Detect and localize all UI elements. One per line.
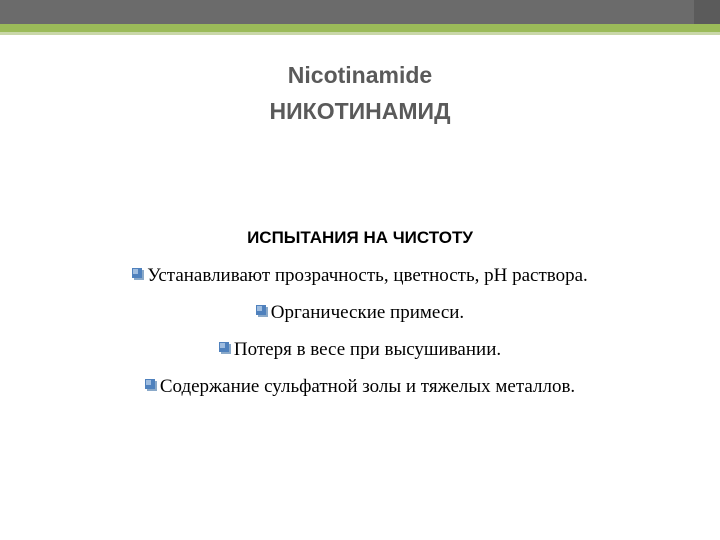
content-body [40,226,680,412]
list-item-text: Потеря в весе при высушивании. [233,339,502,360]
list-item [40,301,680,325]
title-russian: НИКОТИНАМИД [269,98,451,124]
list-item [40,375,680,399]
square-bullet-icon [145,379,157,391]
square-bullet-icon [132,268,144,280]
title-english: Nicotinamide [287,62,433,88]
list-item-text: Органические примеси. [270,302,465,323]
square-bullet-icon [256,305,268,317]
top-bar-accent [694,0,720,24]
list-item-text: Устанавливают прозрачность, цветность, рН раствора. [147,265,588,286]
section-heading: ИСПЫТАНИЯ НА ЧИСТОТУ [247,228,473,247]
list-item-text: Содержание сульфатной золы и тяжелых металлов. [159,376,576,397]
list-item [40,338,680,362]
top-bar [0,0,720,24]
accent-bar [0,24,720,32]
title-block [0,60,720,126]
list-item [40,264,680,288]
accent-bar-shadow [0,32,720,35]
square-bullet-icon [219,342,231,354]
